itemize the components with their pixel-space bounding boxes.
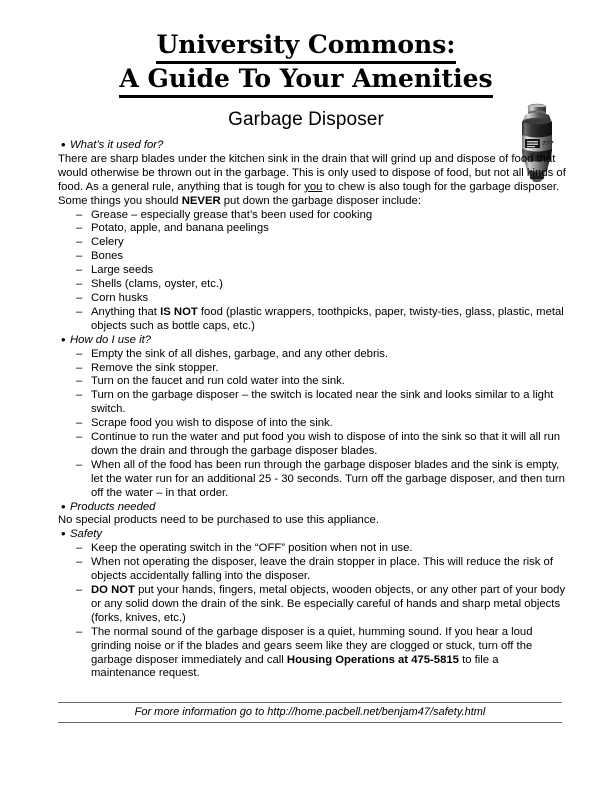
list-item-text: Remove the sink stopper.: [91, 361, 219, 374]
dash-bullet-icon: –: [76, 305, 83, 318]
list-item: [58, 626, 566, 682]
section-how-to-use: [58, 331, 566, 501]
list-item-text: Corn husks: [91, 291, 149, 304]
section-how-to-use-heading: How do I use it?: [70, 333, 152, 346]
section-used-for-heading: What’s it used for?: [70, 139, 164, 151]
list-item: [58, 306, 566, 334]
list-item-text: Turn on the faucet and run cold water into the sink.: [91, 375, 345, 388]
title-line-1-text: University Commons:: [156, 30, 455, 64]
dash-bullet-icon: –: [76, 389, 83, 402]
list-item-bold-housing-operations: Housing Operations at 475-5815: [286, 653, 459, 666]
list-item: [58, 556, 566, 584]
list-item-text: Grease – especially grease that’s been used for cooking: [91, 208, 373, 221]
list-item-bold-do-not: DO NOT: [91, 584, 135, 596]
list-item: [58, 362, 566, 376]
list-item-text: Continue to run the water and put food you wish to dispose of into the sink so that it will all run down the drain and through the garbage disposer blades.: [91, 431, 561, 457]
list-item-text: Large seeds: [91, 264, 154, 277]
dash-bullet-icon: –: [76, 542, 83, 555]
section-products-needed-paragraph: No special products need to be purchased to use this appliance.: [58, 514, 379, 527]
dash-bullet-icon: –: [76, 278, 83, 291]
list-item: [58, 431, 566, 459]
list-item: [58, 250, 566, 264]
document-body: [58, 139, 566, 681]
section-products-needed-heading-row: [58, 498, 566, 515]
list-item: [58, 222, 566, 236]
list-item-text: When all of the food has been run through the garbage disposer blades and the sink is empty, let the water run for an additional 25 - 30 seconds. Turn off the garbage disposer, and then turn off the water – in that order.: [91, 458, 565, 499]
paragraph-part-1: There are sharp blades under the kitchen sink in the drain that will grind up and dispose of food that would otherwise be thrown out in the garbage. This is only used to dispose of food, but not all kinds of food. As a general rule, anything that is tough for: [58, 152, 566, 193]
list-item-text: Potato, apple, and banana peelings: [91, 222, 269, 235]
list-item-text-part-1: Anything that: [91, 305, 161, 318]
list-item-text-part-1: The normal sound of the garbage disposer is a quiet, humming sound. If you hear a loud grinding noise or if the blades and gears seem like they are clogged or stuck, turn off the garbage disposer immediately and call: [91, 625, 533, 666]
list-item: [58, 264, 566, 278]
dash-bullet-icon: –: [76, 264, 83, 277]
list-item-text-part-2: to file a maintenance request.: [91, 653, 499, 680]
title-line-2: [0, 64, 612, 98]
dash-bullet-icon: –: [76, 222, 83, 235]
list-item: [58, 389, 566, 417]
title-line-2-text: A Guide To Your Amenities: [119, 64, 492, 98]
list-item-text-part-2: food (plastic wrappers, toothpicks, paper, twisty-ties, glass, plastic, metal objects such as bottle caps, etc.): [91, 305, 564, 332]
list-item-text: Bones: [91, 250, 124, 263]
usage-steps-list: [58, 348, 566, 501]
list-item: [58, 292, 566, 306]
list-item-text: Keep the operating switch in the “OFF” position when not in use.: [91, 542, 413, 555]
section-products-needed-heading: Products needed: [70, 500, 156, 513]
dash-bullet-icon: –: [76, 625, 83, 638]
title-line-1: [0, 30, 612, 64]
list-item: [58, 278, 566, 292]
dash-bullet-icon: –: [76, 291, 83, 304]
section-how-to-use-heading-row: [58, 331, 566, 348]
list-item: [58, 236, 566, 250]
page-subtitle: Garbage Disposer: [228, 109, 384, 130]
list-item-text: When not operating the disposer, leave the drain stopper in place. This will reduce the risk of objects accidentally falling into the disposer.: [91, 556, 553, 583]
section-products-needed: [58, 498, 566, 529]
section-safety: [58, 528, 566, 681]
list-item-text: Empty the sink of all dishes, garbage, and any other debris.: [91, 347, 389, 360]
list-item: [58, 375, 566, 389]
dash-bullet-icon: –: [76, 208, 83, 221]
list-item: [58, 584, 566, 626]
paragraph-bold-never: NEVER: [181, 194, 221, 207]
section-safety-heading: Safety: [70, 528, 103, 541]
dash-bullet-icon: –: [76, 584, 83, 596]
dash-bullet-icon: –: [76, 236, 83, 249]
list-item-text: Scrape food you wish to dispose of into the sink.: [91, 417, 333, 430]
list-item: [58, 209, 566, 223]
list-item-text: put your hands, fingers, metal objects, wooden objects, or any other part of your body or any solid down the drain of the sink. Be especially careful of hands and sharp metal objects (forks, knives, etc.): [91, 584, 566, 624]
bullet-dot-icon: •: [61, 498, 66, 514]
list-item: [58, 348, 566, 362]
dash-bullet-icon: –: [76, 458, 83, 471]
section-safety-heading-row: [58, 528, 566, 542]
dash-bullet-icon: –: [76, 361, 83, 374]
paragraph-underlined-you: you: [304, 180, 323, 193]
list-item-text: Turn on the garbage disposer – the switch is located near the sink and looks similar to a light switch.: [91, 389, 554, 416]
section-used-for-heading-row: [58, 139, 566, 153]
list-item-text: Shells (clams, oyster, etc.): [91, 278, 223, 291]
section-used-for-paragraph: [58, 153, 566, 209]
bullet-dot-icon: •: [61, 526, 66, 542]
bullet-dot-icon: •: [61, 331, 66, 347]
paragraph-part-2: to chew is also tough for the garbage disposer. Some things you should: [58, 180, 560, 207]
dash-bullet-icon: –: [76, 556, 83, 569]
list-item: [58, 417, 566, 431]
list-item-bold-is-not: IS NOT: [160, 305, 198, 318]
safety-items-list: [58, 542, 566, 681]
dash-bullet-icon: –: [76, 375, 83, 388]
paragraph-part-3: put down the garbage disposer include:: [220, 194, 421, 207]
bullet-dot-icon: •: [61, 137, 66, 152]
list-item: [58, 459, 566, 501]
forbidden-items-list: [58, 209, 566, 334]
dash-bullet-icon: –: [76, 250, 83, 263]
dash-bullet-icon: –: [76, 347, 83, 360]
dash-bullet-icon: –: [76, 417, 83, 430]
svg-text:777: 777: [542, 141, 554, 147]
list-item-text: Celery: [91, 236, 124, 249]
list-item: [58, 542, 566, 556]
section-used-for: [58, 139, 566, 334]
page-footer: For more information go to http://home.pacbell.net/benjam47/safety.html: [58, 702, 562, 723]
dash-bullet-icon: –: [76, 431, 83, 444]
